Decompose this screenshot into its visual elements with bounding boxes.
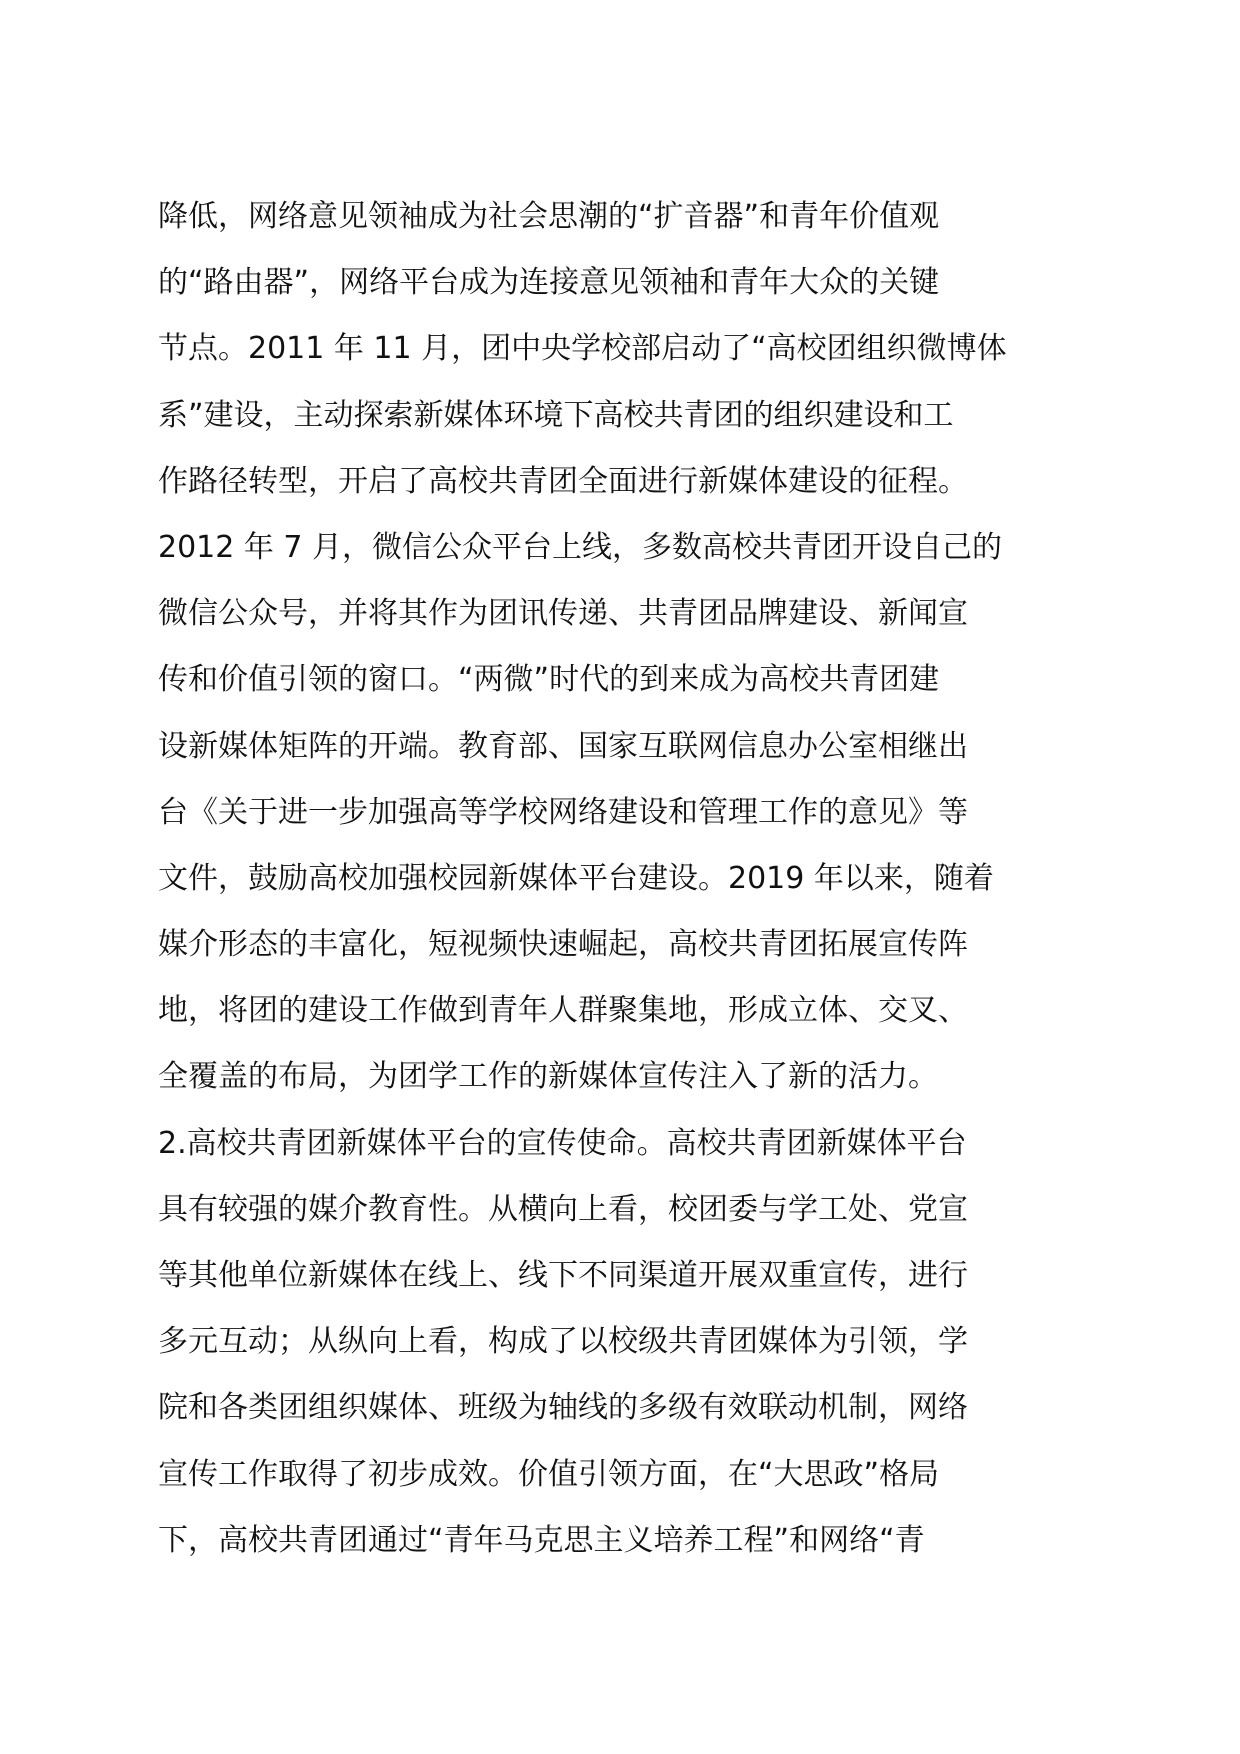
- text-line: 多元互动；从纵向上看，构成了以校级共青团媒体为引领，学: [158, 1324, 968, 1360]
- text-line: 等其他单位新媒体在线上、线下不同渠道开展双重宣传，进行: [158, 1258, 968, 1293]
- text-line: 台《关于进一步加强高等学校网络建设和管理工作的意见》等: [158, 794, 968, 830]
- text-line: 降低，网络意见领袖成为社会思潮的“扩音器”和青年价值观: [158, 199, 940, 234]
- text-line: 宣传工作取得了初步成效。价值引领方面，在“大思政”格局: [158, 1456, 940, 1492]
- text-line: 系”建设，主动探索新媒体环境下高校共青团的组织建设和工: [158, 397, 954, 433]
- text-line: 设新媒体矩阵的开端。教育部、国家互联网信息办公室相继出: [158, 728, 968, 764]
- text-line: 地，将团的建设工作做到青年人群聚集地，形成立体、交叉、: [158, 993, 968, 1029]
- text-line: 院和各类团组织媒体、班级为轴线的多级有效联动机制，网络: [158, 1390, 968, 1426]
- text-line: 传和价值引领的窗口。“两微”时代的到来成为高校共青团建: [158, 662, 940, 698]
- text-line: 媒介形态的丰富化，短视频快速崛起，高校共青团拓展宣传阵: [158, 927, 968, 963]
- text-line: 下，高校共青团通过“青年马克思主义培养工程”和网络“青: [158, 1522, 925, 1558]
- text-line: 2012 年 7 月，微信公众平台上线，多数高校共青团开设自己的: [158, 529, 1003, 565]
- text-line: 微信公众号，并将其作为团讯传递、共青团品牌建设、新闻宣: [158, 596, 968, 632]
- text-line: 的“路由器”，网络平台成为连接意见领袖和青年大众的关键: [158, 265, 940, 301]
- body-text: [158, 184, 1098, 1574]
- text-line: 作路径转型，开启了高校共青团全面进行新媒体建设的征程。: [158, 463, 968, 499]
- text-line: 文件，鼓励高校加强校园新媒体平台建设。2019 年以来，随着: [158, 860, 994, 896]
- text-line: 具有较强的媒介教育性。从横向上看，校团委与学工处、党宣: [158, 1191, 968, 1227]
- text-line: 全覆盖的布局，为团学工作的新媒体宣传注入了新的活力。: [158, 1059, 938, 1095]
- text-line: 节点。2011 年 11 月，团中央学校部启动了“高校团组织微博体: [158, 331, 1007, 367]
- text-line: 2.高校共青团新媒体平台的宣传使命。高校共青团新媒体平台: [158, 1125, 967, 1161]
